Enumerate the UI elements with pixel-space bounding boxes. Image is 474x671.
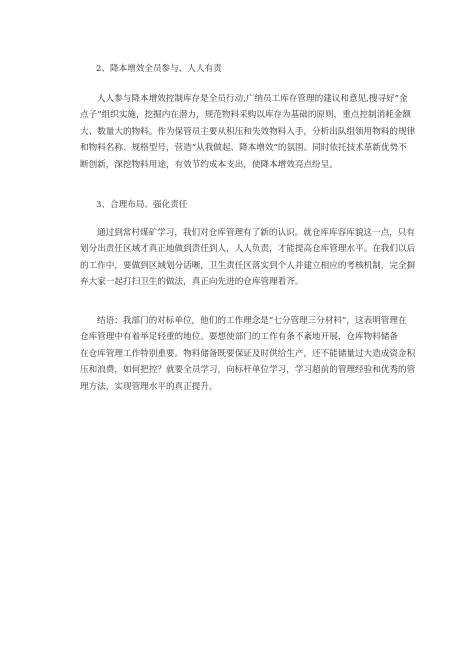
paragraph-line: 结语：我部门的对标单位，他们的工作理念是“七分管理三分材料”，这表明管理在 [97, 316, 407, 326]
paragraph-line: 压和浪费，如何把控？就要全员学习，向标杆单位学习，学习超前的管理经验和优秀的管 [80, 365, 416, 376]
paragraph-line: 仓库管理中有着举足轻重的地位。要想使部门的工作有条不紊地开展，仓库物料储备 [80, 332, 398, 343]
paragraph-line: 点子”组织实施，挖掘内在潜力，规范物料采购以库存为基础的原则，重点控制消耗金额 [80, 110, 411, 121]
section-heading-2: 2、降本增效全员参与、人人有责 [96, 64, 222, 74]
paragraph-line: 和物料名称、规格型号，营造“从我做起、降本增效”的氛围。同时依托技术革新优势不 [80, 143, 407, 154]
paragraph-line: 弃大家一起打扫卫生的做法，真正向先进的仓库管理看齐。 [80, 277, 304, 288]
section-3-paragraph [80, 225, 416, 291]
paragraph-line: 断创新，深挖物料用途，有效节约成本支出，使降本增效亮点纷呈。 [80, 159, 338, 170]
paragraph-line: 划分出责任区域才真正地做到责任到人，人人负责，才能提高仓库管理水平。在我们以后 [80, 244, 416, 255]
paragraph-line: 理方法，实现管理水平的真正提升。 [80, 381, 218, 392]
paragraph-line: 在仓库管理工作特别重要。物料储备既要保证及时供给生产，还不能储量过大造成资金积 [80, 348, 416, 359]
paragraph-line: 的工作中，要做到区域划分话晰，卫生责任区落实到个人并建立相应的考核机制，完全摒 [80, 260, 416, 271]
section-heading-3: 3、合理布局、强化责任 [96, 200, 188, 210]
paragraph-line: 通过到常村煤矿学习，我们对仓库管理有了新的认识。就仓库库容库貌这一点，只有 [97, 228, 415, 238]
section-2-paragraph [80, 91, 416, 173]
paragraph-line: 人人参与降本增效控制库存是全员行动,广纳员工库存管理的建议和意见,搜寻好”金 [97, 94, 408, 104]
conclusion-paragraph [80, 313, 416, 395]
paragraph-line: 大、数量大的物料。作为保管员主要从积压和失效物料入手，分析出队组领用物料的规律 [80, 126, 416, 137]
